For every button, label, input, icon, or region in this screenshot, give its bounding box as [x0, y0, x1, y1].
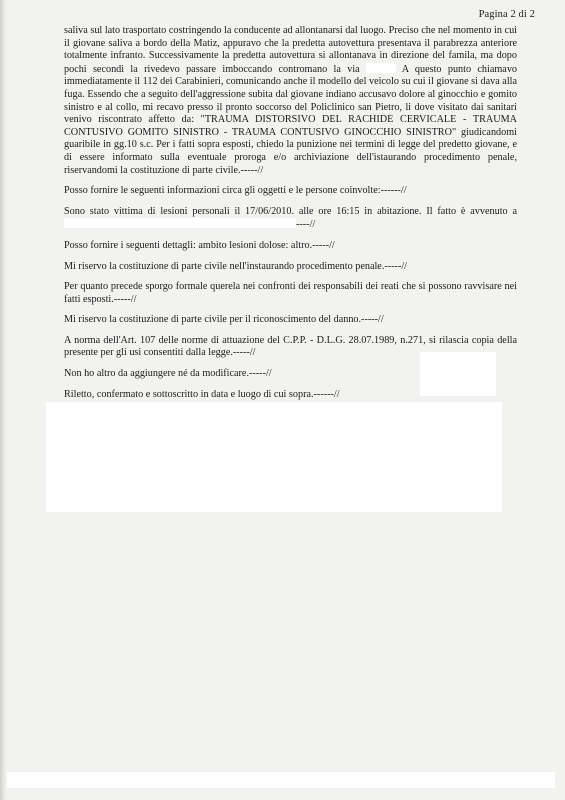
document-body	[64, 25, 517, 401]
redacted-location	[64, 218, 296, 228]
statement-info: Posso fornire le seguenti informazioni circa gli oggetti e le persone coinvolte:------//	[64, 185, 407, 197]
statement-confirmed: Riletto, confermato e sottoscritto in data e luogo di cui sopra.------//	[64, 388, 340, 400]
statement-civil-party-1: Mi riservo la costituzione di parte civile nell'instaurando procedimento penale.-----//	[64, 260, 407, 272]
statement-legal-norm: A norma dell'Art. 107 delle norme di attuazione del C.P.P. - D.L.G. 28.07.1989, n.271, si rilascia copia della presente per gli usi consentiti dalla legge.-----//	[64, 334, 517, 359]
redacted-signatures-block	[46, 402, 502, 512]
narrative-paragraph	[64, 25, 517, 177]
statement-victim-end: ----//	[296, 219, 316, 231]
statement-victim-text: Sono stato vittima di lesioni personali il 17/06/2010. alle ore 16:15 in abitazione. Il fatto è avvenuto a	[64, 205, 517, 217]
statement-victim	[64, 206, 517, 232]
statement-details: Posso fornire i seguenti dettagli: ambito lesioni dolose: altro.-----//	[64, 239, 335, 251]
statement-civil-party-2: Mi riservo la costituzione di parte civile per il riconoscimento del danno.-----//	[64, 314, 384, 326]
redacted-street-name	[366, 63, 396, 73]
narrative-text-part1: saliva sul lato trasportato costringendo la conducente ad allontanarsi dal luogo. Preciso che nel momento in cui il giovane saliva a bordo della Matiz, appuravo che la predetta autovettura presentava il parabrezza anteriore totalmente infranto. Successivamente la predetta autovettura si allontanava in direzione del famila, ma dopo pochi secondi la rivedevo passare imboccando contromano la via	[64, 25, 517, 75]
statement-complaint: Per quanto precede sporgo formale querela nei confronti dei responsabili dei reati che si possono ravvisare nei fatti esposti.-----//	[64, 281, 517, 305]
page-number: Pagina 2 di 2	[478, 9, 535, 20]
page-edge-shadow	[0, 0, 6, 800]
narrative-text-part2: A questo punto chiamavo immediatamente il 112 dei Carabinieri, comunicando anche il modello del veicolo su cui il giovane si dava alla fuga. Essendo che a seguito dell'aggressione subita dal giovane indiano accusavo dolore al ginocchio e gomito sinistro e al collo, mi recavo presso il pronto soccorso del Policlinico san Pietro, li dove visitato dai sanitari venivo riscontrato affetto da: "TRAUMA DISTORSIVO DEL RACHIDE CERVICALE - TRAUMA CONTUSIVO GOMITO SINISTRO - TRAUMA CONTUSIVO GINOCCHIO SINISTRO" giudicandomi guaribile in gg.10 s.c. Per i fatti sopra esposti, chiedo la punizione nei termini di legge del predetto giovane, e di essere informato sulla eventuale proroga e/o archiviazione dell'istaurando procedimento penale, riservandomi la costituzione di parte civile.-----//	[64, 63, 518, 176]
redacted-footer-strip	[7, 772, 555, 788]
statement-nothing-else: Non ho altro da aggiungere né da modificare.-----//	[64, 368, 272, 380]
redacted-signature-box	[420, 352, 496, 396]
